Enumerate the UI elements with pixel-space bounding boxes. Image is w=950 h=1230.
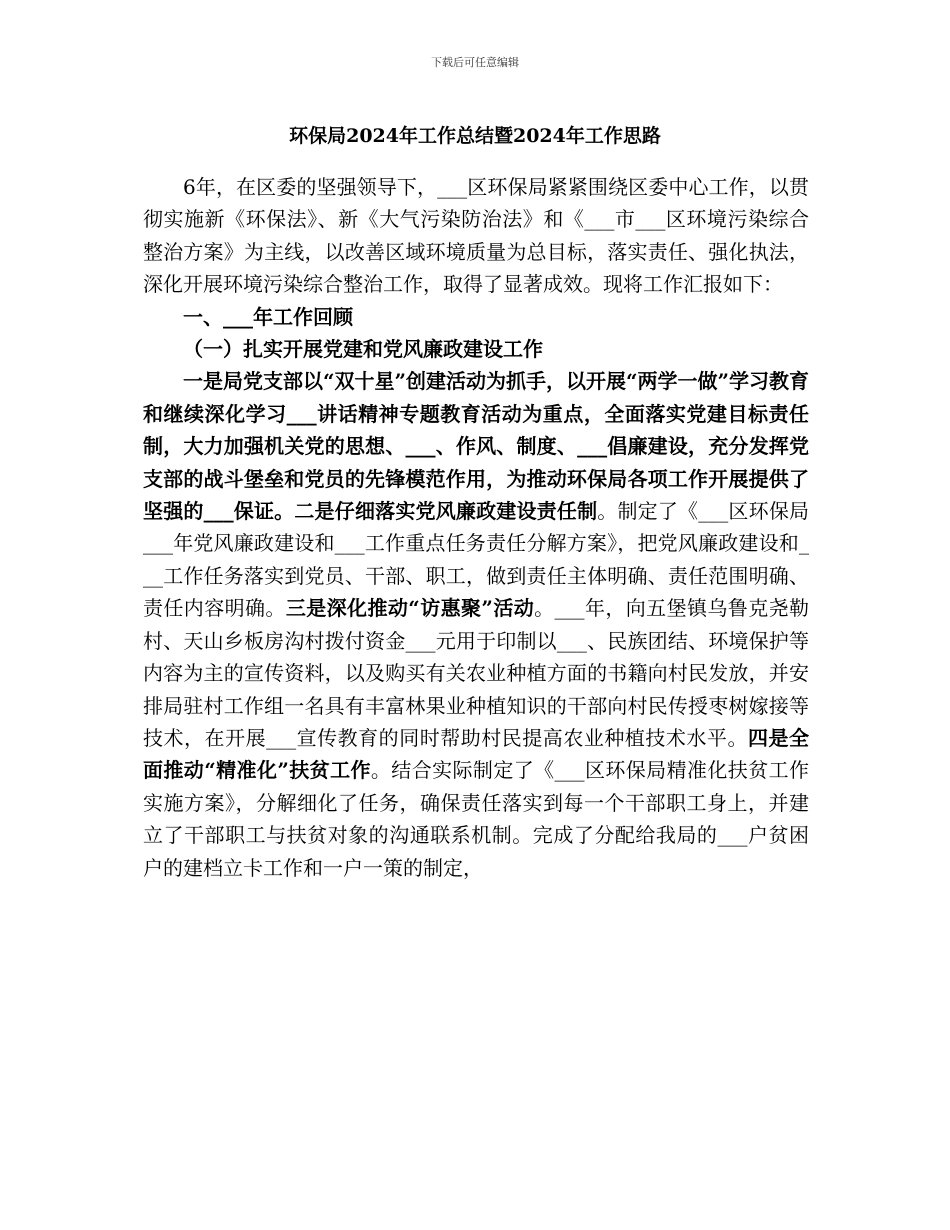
- bold-point-4: 四是全面推动“精准化”扶贫工作: [143, 725, 810, 783]
- bold-point-2: 二是仔细落实党风廉政建设责任制: [294, 499, 598, 524]
- point-2-text: 。制定了《___区环保局___年党风廉政建设和___工作重点任务责任分解方案》，把党风廉政建设和___工作任务落实到党员、干部、职工，做到责任主体明确、责任范围明确、责任内容明确。: [143, 499, 810, 621]
- section-heading: 一、___年工作回顾: [183, 304, 353, 329]
- work-paragraph: [143, 365, 809, 884]
- document-title: 环保局2024年工作总结暨2024年工作思路: [289, 125, 661, 147]
- document-body: [143, 171, 809, 884]
- page-header-note: 下载后可任意编辑: [431, 56, 519, 69]
- bold-point-3: 三是深化推动“访惠聚”活动: [285, 596, 535, 621]
- subsection-heading: （一）扎实开展党建和党风廉政建设工作: [183, 337, 543, 362]
- point-4-text: 。结合实际制定了《___区环保局精准化扶贫工作实施方案》，分解细化了任务，确保责任落实到每一个干部职工身上，并建立了干部职工与扶贫对象的沟通联系机制。完成了分配给我局的___户贫困户的建档立卡工作和一户一策的制定，: [143, 758, 810, 880]
- point-3-text: 。___年，向五堡镇乌鲁克尧勒村、天山乡板房沟村拨付资金___元用于印制以___、民族团结、环境保护等内容为主的宣传资料，以及购买有关农业种植方面的书籍向村民发放，并安排局驻村工作组一名具有丰富林果业种植知识的干部向村民传授枣树嫁接等技术，在开展___宣传教育的同时帮助村民提高农业种植技术水平。: [143, 596, 810, 750]
- intro-paragraph: 6年，在区委的坚强领导下，___区环保局紧紧围绕区委中心工作，以贯彻实施新《环保法》、新《大气污染防治法》和《___市___区环境污染综合整治方案》为主线，以改善区域环境质量为总目标，落实责任、强化执法，深化开展环境污染综合整治工作，取得了显著成效。现将工作汇报如下：: [143, 175, 809, 297]
- bold-point-1: 一是局党支部以“双十星”创建活动为抓手，以开展“两学一做”学习教育和继续深化学习___讲话精神专题教育活动为重点，全面落实党建目标责任制，大力加强机关党的思想、___、作风、制度、___倡廉建设，充分发挥党支部的战斗堡垒和党员的先锋模范作用，为推动环保局各项工作开展提供了坚强的___保证。: [143, 369, 810, 524]
